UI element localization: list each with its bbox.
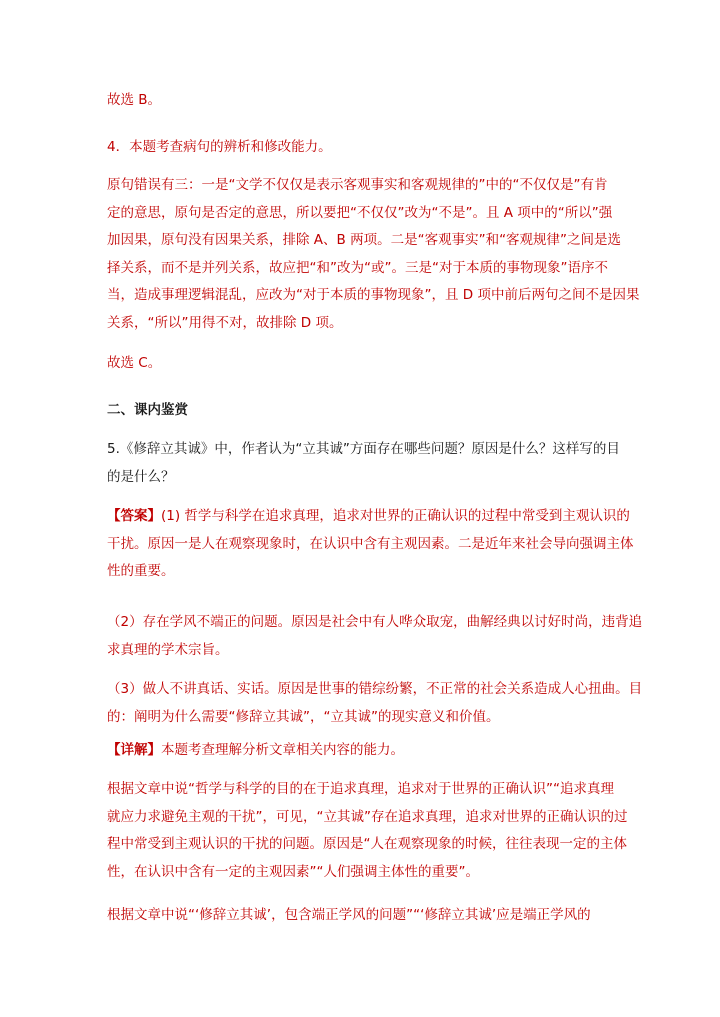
para-1-line: 就应力求避免主观的干扰”，可见，“立其诚”存在追求真理，追求对世界的正确认识的过 — [107, 808, 628, 825]
answer-3-line: （3）做人不讲真话、实话。原因是世事的错综纷繁，不正常的社会关系造成人心扭曲。目 — [107, 681, 643, 697]
q5-question — [107, 436, 619, 491]
q4-line: 原句错误有三：一是“文学不仅仅是表示客观事实和客观规律的”中的“不仅仅是”有肯 — [107, 177, 608, 193]
section-title — [107, 397, 619, 425]
q5-detail-para-1 — [107, 776, 628, 886]
q5-question-line: 5.《修辞立其诚》中，作者认为“立其诚”方面存在哪些问题？原因是什么？这样写的目 — [107, 441, 620, 457]
q4-line: 择关系，而不是并列关系，故应把“和”改为“或”。三是“对于本质的事物现象”语序不 — [107, 259, 608, 276]
q4-line: 加因果，原句没有因果关系，排除 A、B 两项。二是“客观事实”和“客观规律”之间是选 — [107, 232, 622, 248]
q4-line: 关系，“所以”用得不对，故排除 D 项。 — [107, 314, 343, 331]
q5-detail-para-2 — [107, 902, 619, 930]
para-2-line: 根据文章中说“‘修辞立其诚’，包含端正学风的问题”“‘修辞立其诚’应是端正学风的 — [107, 907, 591, 923]
answer-2-line: （2）存在学风不端正的问题。原因是社会中有人哗众取宠，曲解经典以讨好时尚，违背追 — [107, 614, 643, 630]
para-1-line: 性，在认识中含有一定的主观因素”“人们强调主体性的重要”。 — [107, 863, 479, 880]
detail-text: 本题考查理解分析文章相关内容的能力。 — [161, 742, 404, 758]
q5-detail — [107, 737, 619, 765]
answer-1-line: 干扰。原因一是人在观察现象时，在认识中含有主观因素。二是近年来社会导向强调主体 — [107, 535, 634, 552]
detail-line — [107, 737, 619, 765]
q5-answer-2 — [107, 609, 643, 664]
q4-line: 当，造成事理逻辑混乱，应改为“对于本质的事物现象”，且 D 项中前后两句之间不是因果 — [107, 287, 640, 303]
detail-tag: 【详解】 — [107, 742, 161, 758]
q3-answer-text: 故选 B。 — [107, 92, 162, 108]
answer-tag: 【答案】 — [107, 508, 161, 524]
q4-answer-text: 故选 C。 — [107, 355, 162, 371]
section-title-text: 二、课内鉴赏 — [107, 402, 188, 418]
para-1-line: 根据文章中说“哲学与科学的目的在于追求真理，追求对于世界的正确认识”“追求真理 — [107, 781, 614, 797]
answer-3-line: 的：阐明为什么需要“修辞立其诚”，“立其诚”的现实意义和价值。 — [107, 708, 500, 725]
q4-heading-text: 4．本题考查病句的辨析和修改能力。 — [107, 139, 332, 155]
q5-answer-3 — [107, 676, 643, 731]
q5-answer-1-first-line — [107, 503, 630, 531]
q4-answer — [107, 350, 619, 378]
q5-answer-1 — [107, 503, 634, 586]
answer-2-line: 求真理的学术宗旨。 — [107, 641, 229, 658]
q3-answer — [107, 87, 619, 115]
q4-explanation — [107, 172, 640, 337]
q4-line: 定的意思，原句是否定的意思，所以要把“不仅仅”改为“不是”。且 A 项中的“所以”强 — [107, 204, 613, 221]
para-1-line: 程中常受到主观认识的干扰的问题。原因是“人在观察现象的时候，往往表现一定的主体 — [107, 836, 627, 852]
q4-heading — [107, 134, 619, 162]
answer-1-line: 性的重要。 — [107, 563, 175, 579]
q5-question-line: 的是什么？ — [107, 468, 175, 485]
answer-1-line: (1) 哲学与科学在追求真理，追求对世界的正确认识的过程中常受到主观认识的 — [161, 508, 630, 524]
